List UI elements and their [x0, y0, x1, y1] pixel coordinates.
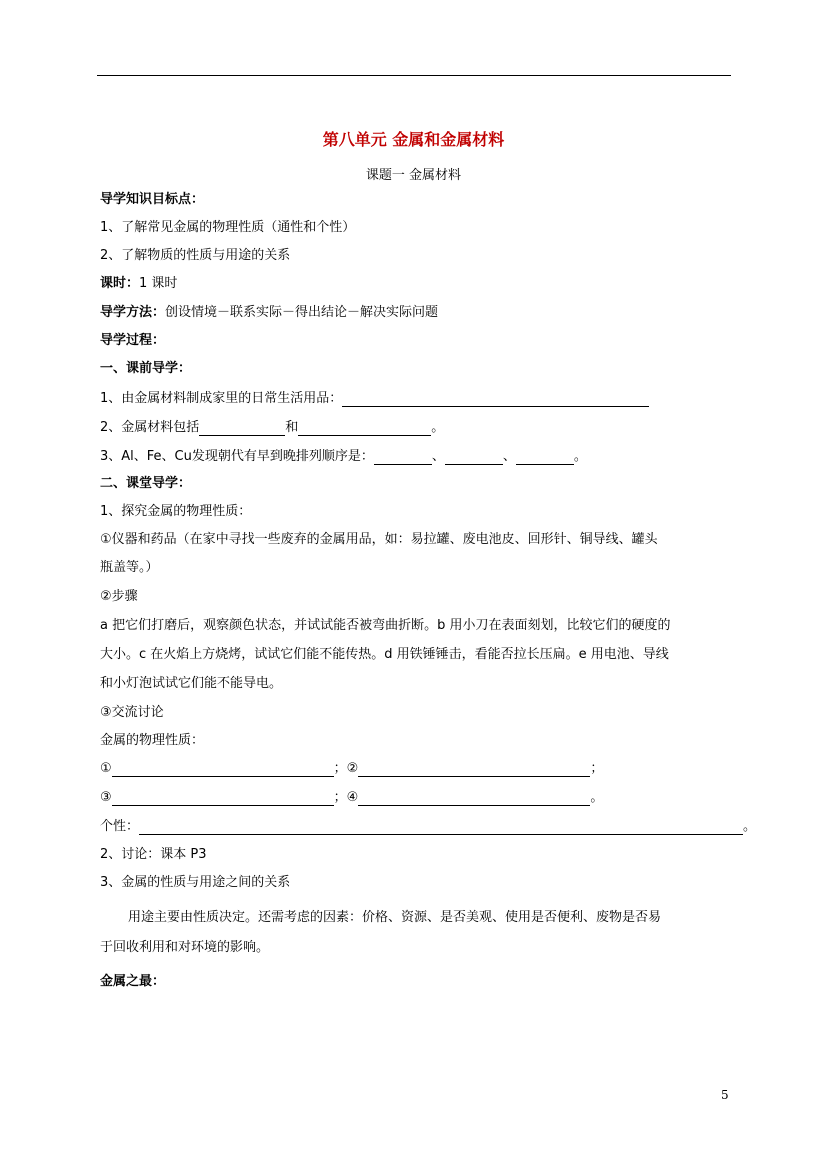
answer-blank[interactable] [358, 792, 590, 806]
period: 。 [743, 819, 757, 834]
property-row-1 [100, 761, 603, 777]
objective-2: 2、了解物质的性质与用途的关系 [100, 248, 291, 263]
semicolon: ； [590, 761, 604, 776]
in-class-s1: 1、探究金属的物理性质： [100, 504, 252, 519]
circle-1: ① [100, 761, 112, 776]
steps-line-2: 大小。c 在火焰上方烧烤，试试它们能不能传热。d 用铁锤锤击，看能否拉长压扁。e 用电池、导线 [100, 647, 669, 662]
q2-text: 2、金属材料包括 [100, 420, 200, 435]
answer-blank[interactable] [112, 792, 334, 806]
page-number: 5 [721, 1088, 729, 1102]
answer-blank[interactable] [112, 763, 334, 777]
physical-label: 金属的物理性质： [100, 733, 205, 748]
process-heading: 导学过程： [100, 333, 166, 348]
steps-line-3: 和小灯泡试试它们能不能导电。 [100, 676, 283, 691]
personality-row [100, 819, 756, 835]
method-value: 创设情境－联系实际－得出结论－解决实际问题 [165, 305, 439, 320]
in-class-heading: 二、课堂导学： [100, 476, 192, 491]
method-label: 导学方法： [100, 305, 166, 320]
objectives-heading: 导学知识目标点： [100, 192, 205, 207]
answer-blank[interactable] [516, 451, 574, 465]
answer-blank[interactable] [139, 821, 743, 835]
q3-text: 3、Al、Fe、Cu发现朝代有早到晚排列顺序是： [100, 449, 374, 464]
objective-1: 1、了解常见金属的物理性质（通性和个性） [100, 220, 356, 235]
unit-title: 第八单元 金属和金属材料 [322, 130, 505, 149]
lesson-time-label: 课时： [100, 276, 140, 291]
in-class-s3: 3、金属的性质与用途之间的关系 [100, 875, 291, 890]
paragraph-line-1: 用途主要由性质决定。还需考虑的因素：价格、资源、是否美观、使用是否便利、废物是否易 [128, 910, 662, 925]
metal-most-heading: 金属之最： [100, 974, 166, 989]
answer-blank[interactable] [298, 422, 431, 436]
lesson-time [100, 276, 177, 292]
pre-class-q1 [100, 391, 649, 407]
paragraph-line-2: 于回收利用和对环境的影响。 [100, 940, 270, 955]
pre-class-q3 [100, 449, 587, 465]
header-rule [97, 75, 731, 76]
property-row-2 [100, 790, 603, 806]
lesson-time-value: 1 课时 [139, 276, 178, 291]
q3-sep: 、 [502, 449, 516, 464]
personality-label: 个性： [100, 819, 140, 834]
answer-blank[interactable] [445, 451, 503, 465]
semicolon: ； [333, 761, 347, 776]
semicolon: ； [333, 790, 347, 805]
steps-line-1: a 把它们打磨后，观察颜色状态，并试试能否被弯曲折断。b 用小刀在表面刻划，比较它们的硬度的 [100, 618, 671, 633]
circle-4: ④ [346, 790, 359, 805]
answer-blank[interactable] [342, 393, 649, 407]
q2-and: 和 [285, 420, 299, 435]
steps-label: ②步骤 [100, 589, 138, 604]
q1-text: 1、由金属材料制成家里的日常生活用品： [100, 391, 343, 406]
q3-period: 。 [573, 449, 587, 464]
instruments-line-1: ①仪器和药品（在家中寻找一些废弃的金属用品，如：易拉罐、废电池皮、回形针、铜导线、罐头 [100, 532, 658, 547]
answer-blank[interactable] [374, 451, 432, 465]
instruments-line-2: 瓶盖等。） [100, 560, 159, 575]
period: 。 [590, 790, 604, 805]
pre-class-heading: 一、课前导学： [100, 361, 192, 376]
lesson-subtitle: 课题一 金属材料 [365, 168, 462, 183]
discuss-label: ③交流讨论 [100, 705, 164, 720]
circle-3: ③ [100, 790, 112, 805]
method [100, 305, 438, 321]
circle-2: ② [346, 761, 359, 776]
q2-period: 。 [431, 420, 445, 435]
in-class-s2: 2、讨论：课本 P3 [100, 847, 207, 862]
q3-sep: 、 [431, 449, 445, 464]
pre-class-q2 [100, 420, 444, 436]
answer-blank[interactable] [199, 422, 285, 436]
answer-blank[interactable] [358, 763, 590, 777]
